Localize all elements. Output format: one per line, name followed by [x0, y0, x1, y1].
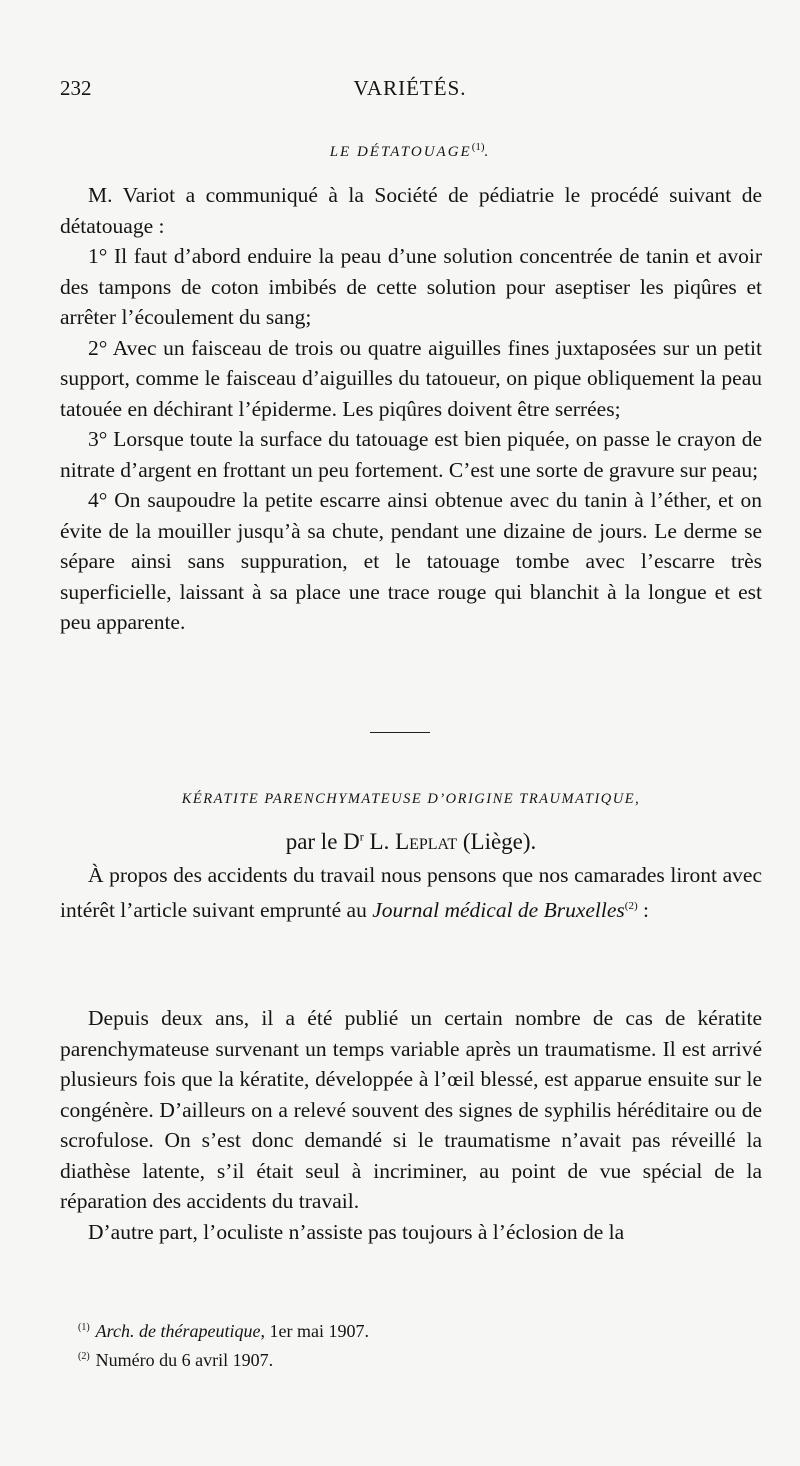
intro-text: À propos des accidents du travail nous pensons que nos camarades liront avec intérêt l’article suivant emprunté au: [60, 863, 762, 922]
running-header: [60, 76, 760, 106]
footnote-2: [78, 1344, 758, 1373]
footnote-mark: (2): [78, 1351, 90, 1362]
section-divider: [370, 732, 430, 733]
author-place: (Liège).: [462, 829, 537, 854]
intro-end: :: [637, 897, 649, 922]
article-body-keratite: [60, 1003, 762, 1247]
byline-prefix: par le D: [285, 829, 360, 854]
article-intro: [60, 860, 762, 925]
footnote-1: [78, 1315, 758, 1344]
footnote-source: Arch. de thérapeutique: [95, 1321, 261, 1341]
paragraph: M. Variot a communiqué à la Société de pédiatrie le procédé suivant de détatouage :: [60, 183, 762, 238]
article-title-keratite: KÉRATITE PARENCHYMATEUSE D’ORIGINE TRAUMATIQUE,: [181, 791, 641, 807]
footnote-rest: Numéro du 6 avril 1907.: [95, 1350, 274, 1370]
paragraph: D’autre part, l’oculiste n’assiste pas toujours à l’éclosion de la: [88, 1219, 625, 1244]
article-title-detatouage: LE DÉTATOUAGE$^{(1)}$.: [329, 141, 491, 160]
paragraph: 3° Lorsque toute la surface du tatouage est bien piquée, on passe le crayon de nitrate d’argent en frottant un peu fortement. C’est une sorte de gravure sur peau;: [60, 427, 762, 482]
article-body-detatouage: [60, 180, 762, 638]
running-title: VARIÉTÉS.: [353, 76, 467, 100]
journal-name: Journal médical de Bruxelles: [372, 897, 625, 922]
footnote-ref-1: (1): [471, 141, 485, 153]
article-title-text: LE DÉTATOUAGE: [329, 144, 472, 160]
paragraph: Depuis deux ans, il a été publié un certain nombre de cas de kératite parenchymateuse survenant un temps variable après un traumatisme. Il est arrivé plusieurs fois que la kératite, développée à l’œil blessé, est apparue ensuite sur le congénère. D’ailleurs on a relevé souvent des signes de syphilis héréditaire ou de scrofulose. On s’est donc demandé si le traumatisme n’avait pas réveillé la diathèse latente, s’il était seul à incriminer, au point de vue spécial de la réparation des accidents du travail.: [60, 1006, 762, 1213]
footnote-mark: (1): [78, 1322, 90, 1333]
paragraph: 1° Il faut d’abord enduire la peau d’une solution concentrée de tanin et avoir des tampons de coton imbibés de cette solution pour aseptiser les piqûres et arrêter l’écoulement du sang;: [60, 244, 762, 329]
footnote-rest: , 1er mai 1907.: [260, 1321, 369, 1341]
author-byline: [60, 829, 762, 855]
paragraph: 2° Avec un faisceau de trois ou quatre aiguilles fines juxtaposées sur un petit support, comme le faisceau d’aiguilles du tatoueur, on pique obliquement la peau tatouée en déchirant l’épiderme. Les piqûres doivent être serrées;: [60, 335, 762, 421]
byline-sup: r: [359, 829, 364, 844]
intro-paragraph: [60, 860, 762, 925]
page-number: 232: [60, 76, 92, 100]
paragraph: 4° On saupoudre la petite escarre ainsi obtenue avec du tanin à l’éther, et on évite de la mouiller jusqu’à sa chute, pendant une dizaine de jours. Le derme se sépare ainsi sans suppuration, et le tatouage tombe avec l’escarre très superficielle, laissant à sa place une trace rouge qui blanchit à la longue et est peu apparente.: [60, 488, 762, 634]
footnotes: [78, 1315, 758, 1373]
footnote-ref-2: (2): [624, 899, 638, 912]
author-name: L. Leplat: [369, 829, 458, 854]
